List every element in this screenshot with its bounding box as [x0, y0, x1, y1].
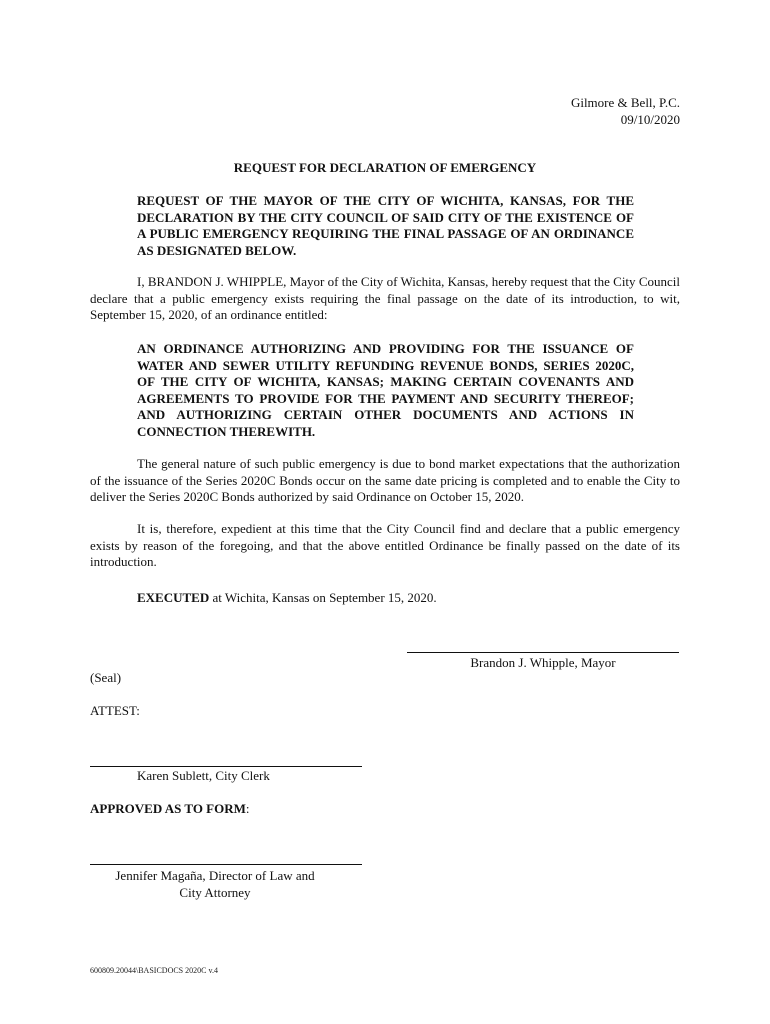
law-director-title-line2: City Attorney: [179, 885, 251, 900]
executed-label: EXECUTED: [137, 590, 210, 605]
seal-label: (Seal): [90, 670, 122, 685]
ordinance-title: AN ORDINANCE AUTHORIZING AND PROVIDING FOR THE ISSUANCE OF WATER AND SEWER UTILITY REFUNDING REVENUE BONDS, SERIES 2020C, OF THE CITY OF WICHITA, KANSAS; MAKING CERTAIN COVENANTS AND AGREEMENTS TO PROVIDE FOR THE PAYMENT AND SECURITY THEREOF; AND AUTHORIZING CERTAIN OTHER DOCUMENTS AND ACTIONS IN CONNECTION THEREWITH.: [137, 341, 634, 439]
approved-colon: :: [245, 801, 250, 816]
expedient-paragraph: It is, therefore, expedient at this time that the City Council find and declare that a public emergency exists by reason of the foregoing, and that the above entitled Ordinance be finally passed on the date of its introduction.: [90, 521, 680, 569]
document-date: 09/10/2020: [620, 112, 680, 127]
document-header: [571, 94, 680, 128]
firm-name: Gilmore & Bell, P.C.: [570, 95, 680, 110]
clerk-name: Karen Sublett, City Clerk: [137, 768, 270, 783]
law-director-signature-line: [90, 864, 362, 865]
emergency-nature-paragraph: The general nature of such public emergency is due to bond market expectations that the authorization of the issuance of the Series 2020C Bonds occur on the same date pricing is completed and to enable the City to deliver the Series 2020C Bonds authorized by said Ordinance on October 15, 2020.: [90, 456, 680, 504]
mayor-name: Brandon J. Whipple, Mayor: [470, 655, 616, 670]
document-reference: 600809.20044\BASICDOCS 2020C v.4: [90, 966, 218, 975]
attest-label: ATTEST:: [90, 703, 140, 718]
approved-as-to-form: [90, 801, 250, 818]
mayor-signature-line: [407, 652, 679, 653]
clerk-signature-line: [90, 766, 362, 767]
document-title: REQUEST FOR DECLARATION OF EMERGENCY: [233, 160, 537, 175]
executed-statement: [137, 590, 437, 607]
request-statement: REQUEST OF THE MAYOR OF THE CITY OF WICHITA, KANSAS, FOR THE DECLARATION BY THE CITY COUNCIL OF SAID CITY OF THE EXISTENCE OF A PUBLIC EMERGENCY REQUIRING THE FINAL PASSAGE OF AN ORDINANCE AS DESIGNATED BELOW.: [137, 193, 634, 258]
executed-text: at Wichita, Kansas on September 15, 2020.: [209, 590, 437, 605]
intro-paragraph: I, BRANDON J. WHIPPLE, Mayor of the City of Wichita, Kansas, hereby request that the City Council declare that a public emergency exists requiring the final passage on the date of its introduction, to wit, September 15, 2020, of an ordinance entitled:: [90, 274, 680, 322]
law-director-name: [90, 867, 340, 901]
law-director-title-line1: Jennifer Magaña, Director of Law and: [115, 868, 315, 883]
approved-label: APPROVED AS TO FORM: [90, 801, 246, 816]
